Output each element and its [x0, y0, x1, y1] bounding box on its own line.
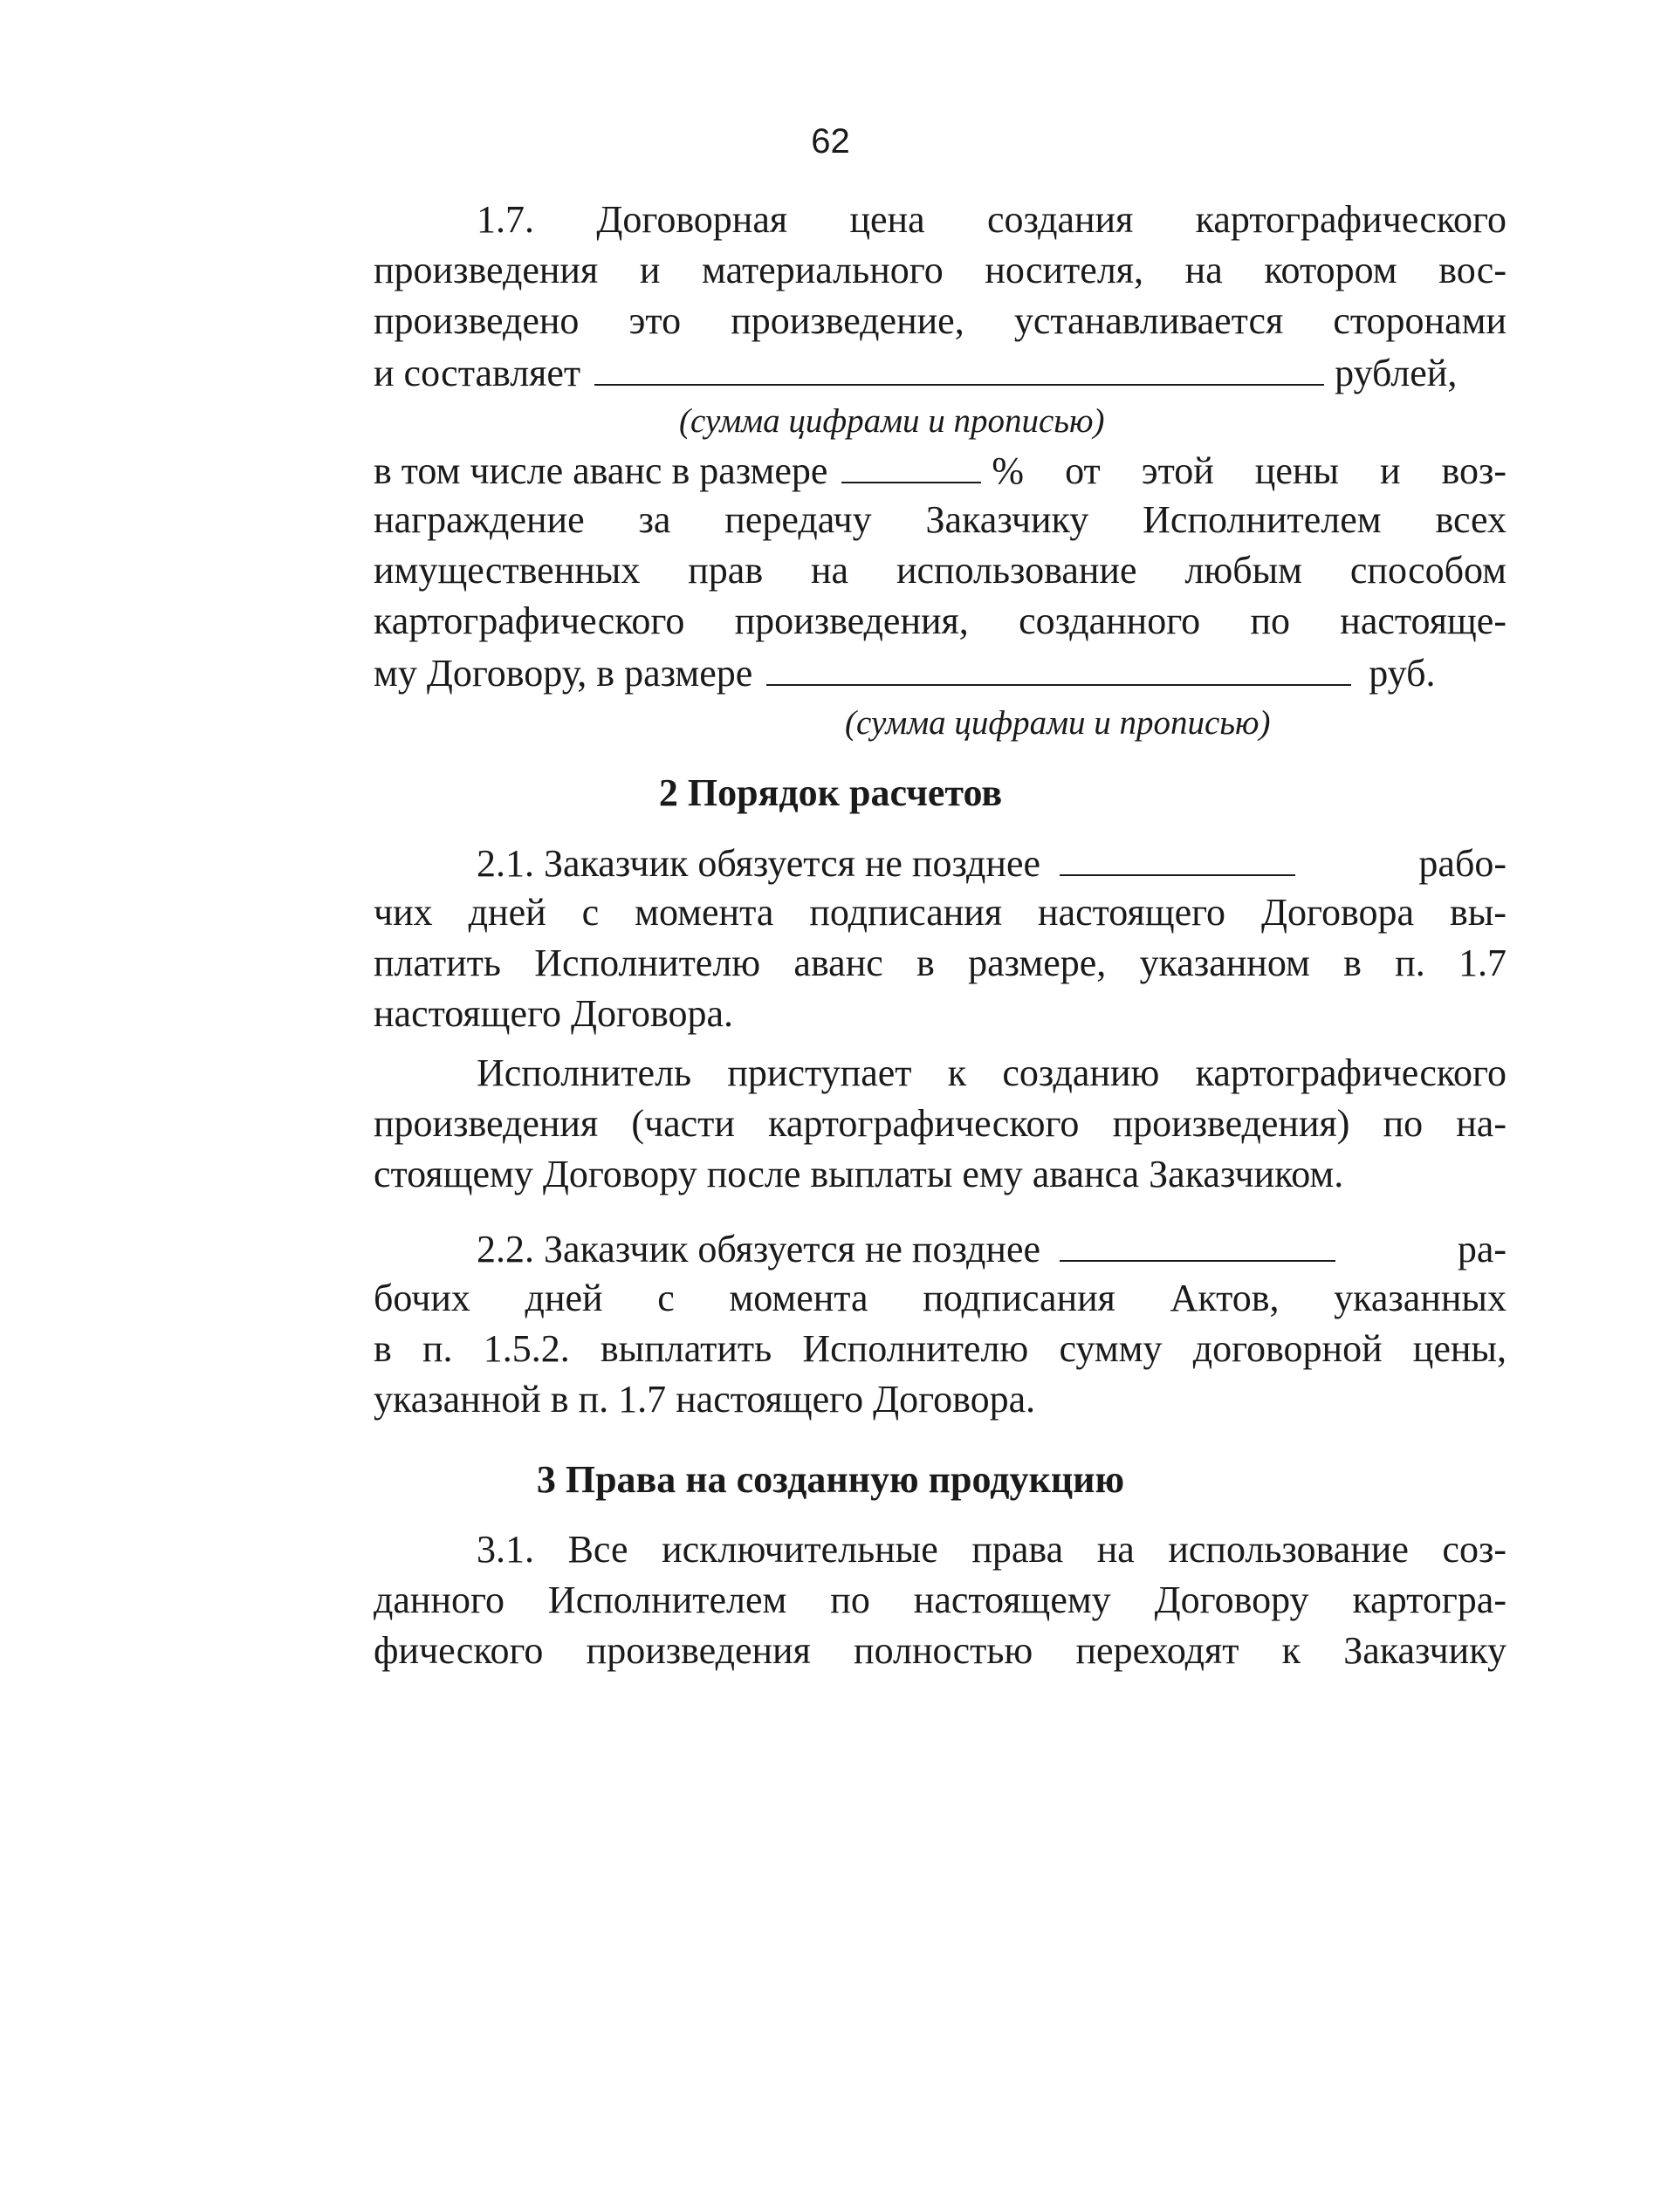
- section-3-heading: 3 Права на созданную продукцию: [536, 1458, 1125, 1501]
- reward-label: му Договору, в размере: [374, 652, 753, 695]
- paragraph-2-1-line-3: платить Исполнителю аванс в размере, указанном в п. 1.7: [374, 942, 1507, 984]
- paragraph-2-2-line-2: бочих дней с момента подписания Актов, указанных: [374, 1277, 1507, 1319]
- rub-label: руб.: [1369, 652, 1436, 695]
- paragraph-1-7-line-8: картографического произведения, созданного по настояще-: [374, 599, 1507, 642]
- rubles-label: рублей,: [1335, 352, 1458, 394]
- p22-label: 2.2. Заказчик обязуется не позднее: [477, 1228, 1041, 1270]
- paragraph-3-1-line-3: фического произведения полностью переходят к Заказчику: [374, 1629, 1507, 1672]
- paragraph-3-1-line-2: данного Исполнителем по настоящему Договору картогра-: [374, 1579, 1507, 1621]
- amount-note: (сумма цифрами и прописью): [679, 402, 1105, 440]
- advance-label: в том числе аванс в размере: [374, 449, 828, 492]
- advance-percent-blank[interactable]: [841, 450, 981, 483]
- paragraph-executor-line-2: произведения (части картографического произведения) по на-: [374, 1102, 1507, 1145]
- paragraph-2-1-line-4: настоящего Договора.: [374, 992, 733, 1035]
- paragraph-1-7-line-5: [374, 450, 1507, 490]
- paragraph-2-2-line-3: в п. 1.5.2. выплатить Исполнителю сумму договорной цены,: [374, 1327, 1507, 1370]
- paragraph-executor-line-1: Исполнитель приступает к созданию картографического: [477, 1051, 1507, 1094]
- p21-days-blank[interactable]: [1060, 843, 1295, 876]
- reward-note: (сумма цифрами и прописью): [845, 704, 1271, 742]
- paragraph-2-1-line-1: [477, 843, 1507, 883]
- paragraph-2-2-line-1: [477, 1229, 1507, 1269]
- paragraph-1-7-line-3: произведено это произведение, устанавливается сторонами: [374, 299, 1507, 342]
- paragraph-1-7-line-7: имущественных прав на использование любым способом: [374, 549, 1507, 592]
- paragraph-1-7-line-4: [374, 353, 1507, 393]
- p21-label: 2.1. Заказчик обязуется не позднее: [477, 842, 1041, 885]
- reward-blank[interactable]: [766, 653, 1351, 686]
- advance-tail: % от этой цены и воз-: [992, 449, 1507, 492]
- section-2-heading: 2 Порядок расчетов: [658, 771, 1003, 814]
- page-number: 62: [811, 122, 850, 161]
- paragraph-1-7-line-2: произведения и материального носителя, на котором вос-: [374, 249, 1507, 291]
- paragraph-2-2-line-4: указанной в п. 1.7 настоящего Договора.: [374, 1378, 1036, 1421]
- paragraph-executor-line-3: стоящему Договору после выплаты ему аванса Заказчиком.: [374, 1153, 1344, 1195]
- paragraph-1-7-line-6: награждение за передачу Заказчику Исполнителем всех: [374, 498, 1507, 541]
- p21-tail: рабо-: [1418, 842, 1507, 885]
- amount-blank[interactable]: [594, 353, 1324, 386]
- paragraph-2-1-line-2: чих дней с момента подписания настоящего Договора вы-: [374, 891, 1507, 934]
- paragraph-1-7-line-9: [374, 653, 1507, 693]
- p22-days-blank[interactable]: [1060, 1229, 1335, 1262]
- amount-label: и составляет: [374, 352, 581, 394]
- p22-tail: ра-: [1457, 1228, 1507, 1270]
- paragraph-1-7-line-1: 1.7. Договорная цена создания картографического: [477, 198, 1507, 241]
- paragraph-3-1-line-1: 3.1. Все исключительные права на использование соз-: [477, 1528, 1507, 1571]
